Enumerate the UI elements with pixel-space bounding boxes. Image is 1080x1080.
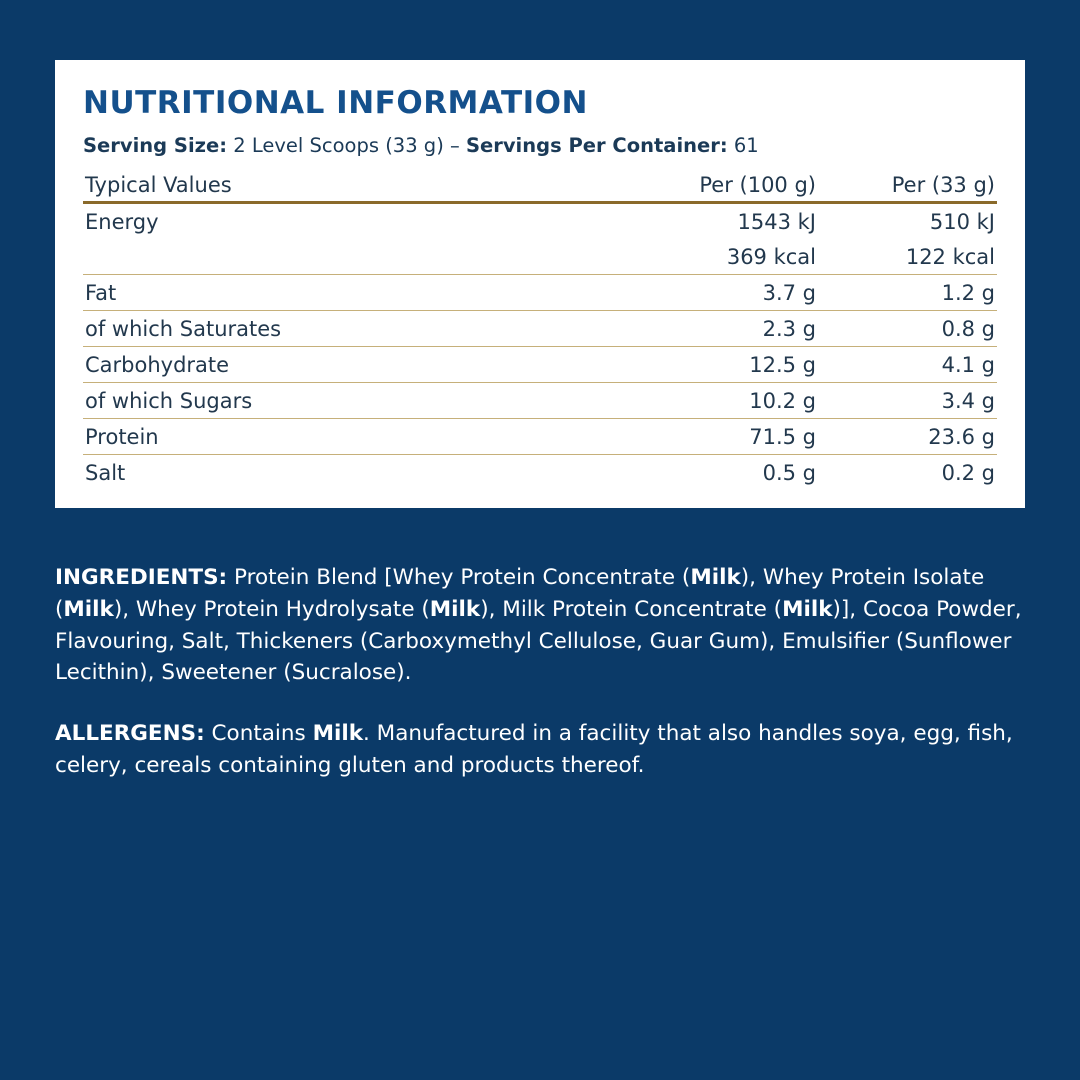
allergens-text-1: Contains (204, 721, 313, 746)
row-label: Carbohydrate (85, 353, 230, 378)
table-row (83, 239, 997, 275)
allergens-section (55, 718, 1030, 782)
table-row (83, 311, 997, 347)
row-value-per-100g: 10.2 g (749, 389, 816, 414)
serving-size-label: Serving Size: (83, 134, 228, 158)
ingredients-text-5: )], Cocoa Powder, Flavouring, Salt, Thickeners (Carboxymethyl Cellulose, Guar Gum), Emulsifier (Sunflower Lecithin), Sweetener (Sucralose). (55, 596, 1022, 686)
servings-per-container-value: 61 (733, 134, 759, 158)
row-label (83, 239, 599, 275)
row-value-per-33g: 1.2 g (941, 281, 995, 306)
row-label: of which Sugars (85, 389, 253, 414)
ingredients-allergen-milk-2: Milk (63, 596, 114, 622)
table-row (83, 347, 997, 383)
column-header-per-100g: Per (100 g) (699, 173, 816, 198)
row-label: of which Saturates (85, 317, 282, 342)
serving-size-value: 2 Level Scoops (33 g) (233, 134, 444, 158)
row-label: Protein (85, 425, 159, 450)
ingredients-text-4: ), Milk Protein Concentrate ( (480, 596, 783, 622)
row-value-per-33g: 0.8 g (941, 317, 995, 342)
allergens-text-2: . Manufactured in a facility that also handles soya, egg, fish, celery, cereals containing gluten and products thereof. (55, 721, 1013, 778)
page-title: NUTRITIONAL INFORMATION (83, 85, 588, 121)
allergens-label: ALLERGENS: (55, 721, 205, 746)
ingredients-text-2: ), Whey Protein Isolate ( (55, 565, 985, 622)
allergens-milk: Milk (312, 721, 364, 746)
row-value-per-100g: 12.5 g (749, 353, 816, 378)
row-value-per-33g: 3.4 g (941, 389, 995, 414)
table-row (83, 203, 997, 240)
row-label: Energy (85, 210, 159, 235)
row-value-per-100g: 369 kcal (726, 245, 816, 270)
row-value-per-100g: 71.5 g (749, 425, 816, 450)
row-value-per-33g: 4.1 g (941, 353, 995, 378)
ingredients-allergen-milk-3: Milk (429, 596, 481, 622)
row-label: Salt (85, 461, 126, 486)
column-header-typical-values: Typical Values (85, 173, 232, 198)
serving-info (83, 134, 997, 157)
table-row (83, 275, 997, 311)
table-row (83, 383, 997, 419)
row-value-per-33g: 0.2 g (941, 461, 995, 486)
ingredients-text-1: Protein Blend [Whey Protein Concentrate ( (227, 565, 691, 590)
serving-separator: – (450, 134, 460, 158)
column-header-per-33g: Per (33 g) (891, 173, 995, 198)
row-value-per-100g: 1543 kJ (737, 210, 816, 235)
table-row (83, 419, 997, 455)
nutrition-table (83, 167, 997, 490)
ingredients-allergen-milk-4: Milk (782, 596, 833, 622)
row-value-per-100g: 2.3 g (762, 317, 816, 342)
servings-per-container-label: Servings Per Container: (465, 134, 728, 158)
ingredients-label: INGREDIENTS: (55, 565, 228, 590)
row-value-per-100g: 3.7 g (762, 281, 816, 306)
ingredients-section (55, 562, 1030, 689)
row-value-per-33g: 23.6 g (928, 425, 995, 450)
row-value-per-100g: 0.5 g (762, 461, 816, 486)
ingredients-allergen-milk-1: Milk (690, 565, 741, 590)
ingredients-text-3: ), Whey Protein Hydrolysate ( (113, 596, 430, 622)
row-label: Fat (85, 281, 117, 306)
table-row (83, 455, 997, 491)
nutrition-panel (55, 60, 1025, 508)
row-value-per-33g: 122 kcal (905, 245, 995, 270)
row-value-per-33g: 510 kJ (929, 210, 995, 235)
table-header-row (83, 167, 997, 203)
